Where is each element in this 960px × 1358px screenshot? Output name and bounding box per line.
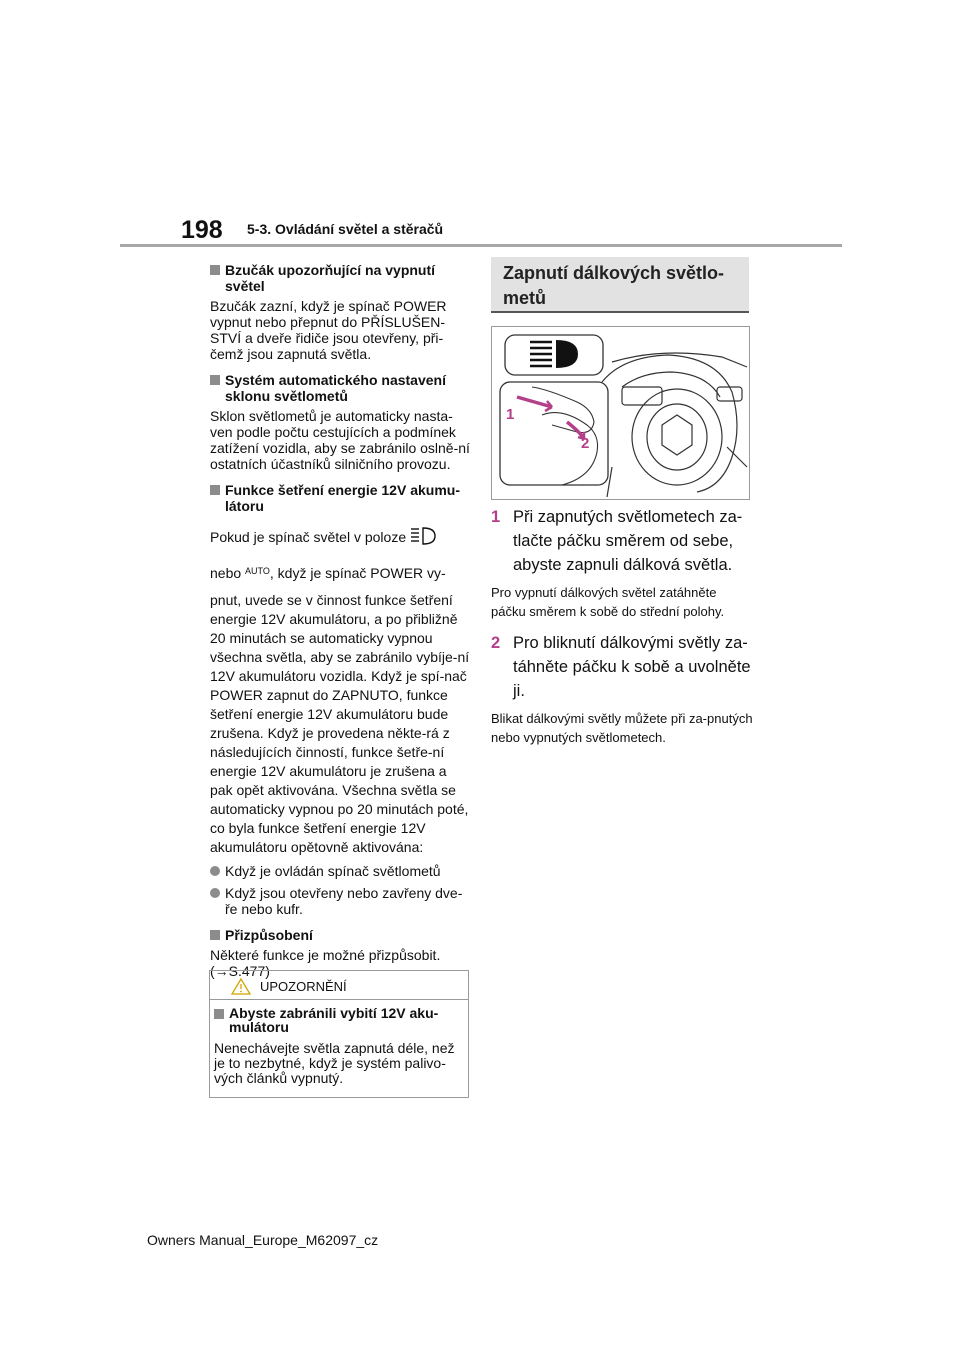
text-span: nebo [210,565,242,581]
illus-label-1: 1 [506,406,515,423]
warning-body [210,1000,468,1086]
auto-icon: AUTO [245,566,270,576]
warning-title: UPOZORNĚNÍ [260,979,347,994]
section-heading: Systém automatického nastavení sklonu světlometů [210,372,472,404]
section-text [210,526,472,551]
section-title: Zapnutí dálkových světlo-metů [503,263,725,308]
left-column [210,256,472,979]
step-item [491,505,753,577]
text-span: Pokud je spínač světel v poloze [210,529,407,546]
warning-header [210,971,468,1000]
steering-illustration [491,326,750,500]
section-text: pnut, uvede se v činnost funkce šetření energie 12V akumulátoru, a po přibližně 20 minutách se automaticky vypnou všechna světla, aby se zabránilo vybíje-ní 12V akumulátoru vozidla. Když je spí-nač POWER zapnut do ZAPNUTO, funkce šetření energie 12V akumulátoru bude zrušena. Když je provedena někte-rá z následujících činností, funkce šetře-ní energie 12V akumulátoru je zrušena a pak opět aktivována. Všechna světla se automaticky vypnou po 20 minutách poté, co byla funkce šetření energie 12V akumulátoru opětovně aktivována: [210,592,470,855]
step-number: 1 [491,508,501,526]
step-text: Pro bliknutí dálkovými světly za-táhněte páčku k sobě a uvolněte ji. [513,634,751,700]
section-text [210,561,472,583]
step-item [491,631,753,703]
warning-subtitle: Abyste zabránili vybití 12V aku-mulátoru [214,1006,464,1034]
section-text: Některé funkce je možné přizpůsobit. (→S.477) [210,947,441,979]
right-column [491,505,753,757]
step-text: Při zapnutých světlometech za-tlačte páčku směrem od sebe, abyste zapnuli dálková světla. [513,508,743,574]
warning-text: Nenechávejte světla zapnutá déle, než je to nezbytné, když je systém palivo-vých článků vypnutý. [214,1040,455,1086]
section-heading: Funkce šetření energie 12V akumu-látoru [210,482,472,514]
section-heading: Přizpůsobení [210,927,472,943]
step-note: Pro vypnutí dálkových světel zatáhněte páčku směrem k sobě do střední polohy. [491,585,725,619]
warning-icon [231,978,251,1000]
section-heading: Bzučák upozorňující na vypnutí světel [210,262,472,294]
footer-text: Owners Manual_Europe_M62097_cz [147,1232,379,1248]
chapter-title: 5-3. Ovládání světel a stěračů [247,221,444,237]
section-text: Bzučák zazní, když je spínač POWER vypnut nebo přepnut do PŘÍSLUŠEN-STVÍ a dveře řidiče jsou otevřeny, při-čemž jsou zapnutá světla. [210,298,447,362]
step-note: Blikat dálkovými světly můžete při za-pnutých nebo vypnutých světlometech. [491,711,753,745]
section-title-box [491,257,749,313]
header-rule [120,244,842,247]
page-number: 198 [181,216,223,244]
step-number: 2 [491,634,501,652]
text-span: , když je spínač POWER vy- [269,565,446,581]
bullet-item: Když je ovládán spínač světlometů [210,863,472,879]
bullet-item: Když jsou otevřeny nebo zavřeny dve-ře nebo kufr. [210,885,472,917]
warning-box [209,970,469,1098]
headlight-callout-icon [505,335,603,375]
headlight-icon [410,526,436,551]
section-text: Sklon světlometů je automaticky nasta-ven podle počtu cestujících a podmínek zatížení vozidla, aby se zabránilo oslně-ní ostatních účastníků silničního provozu. [210,408,470,472]
illus-label-2: 2 [581,435,590,452]
